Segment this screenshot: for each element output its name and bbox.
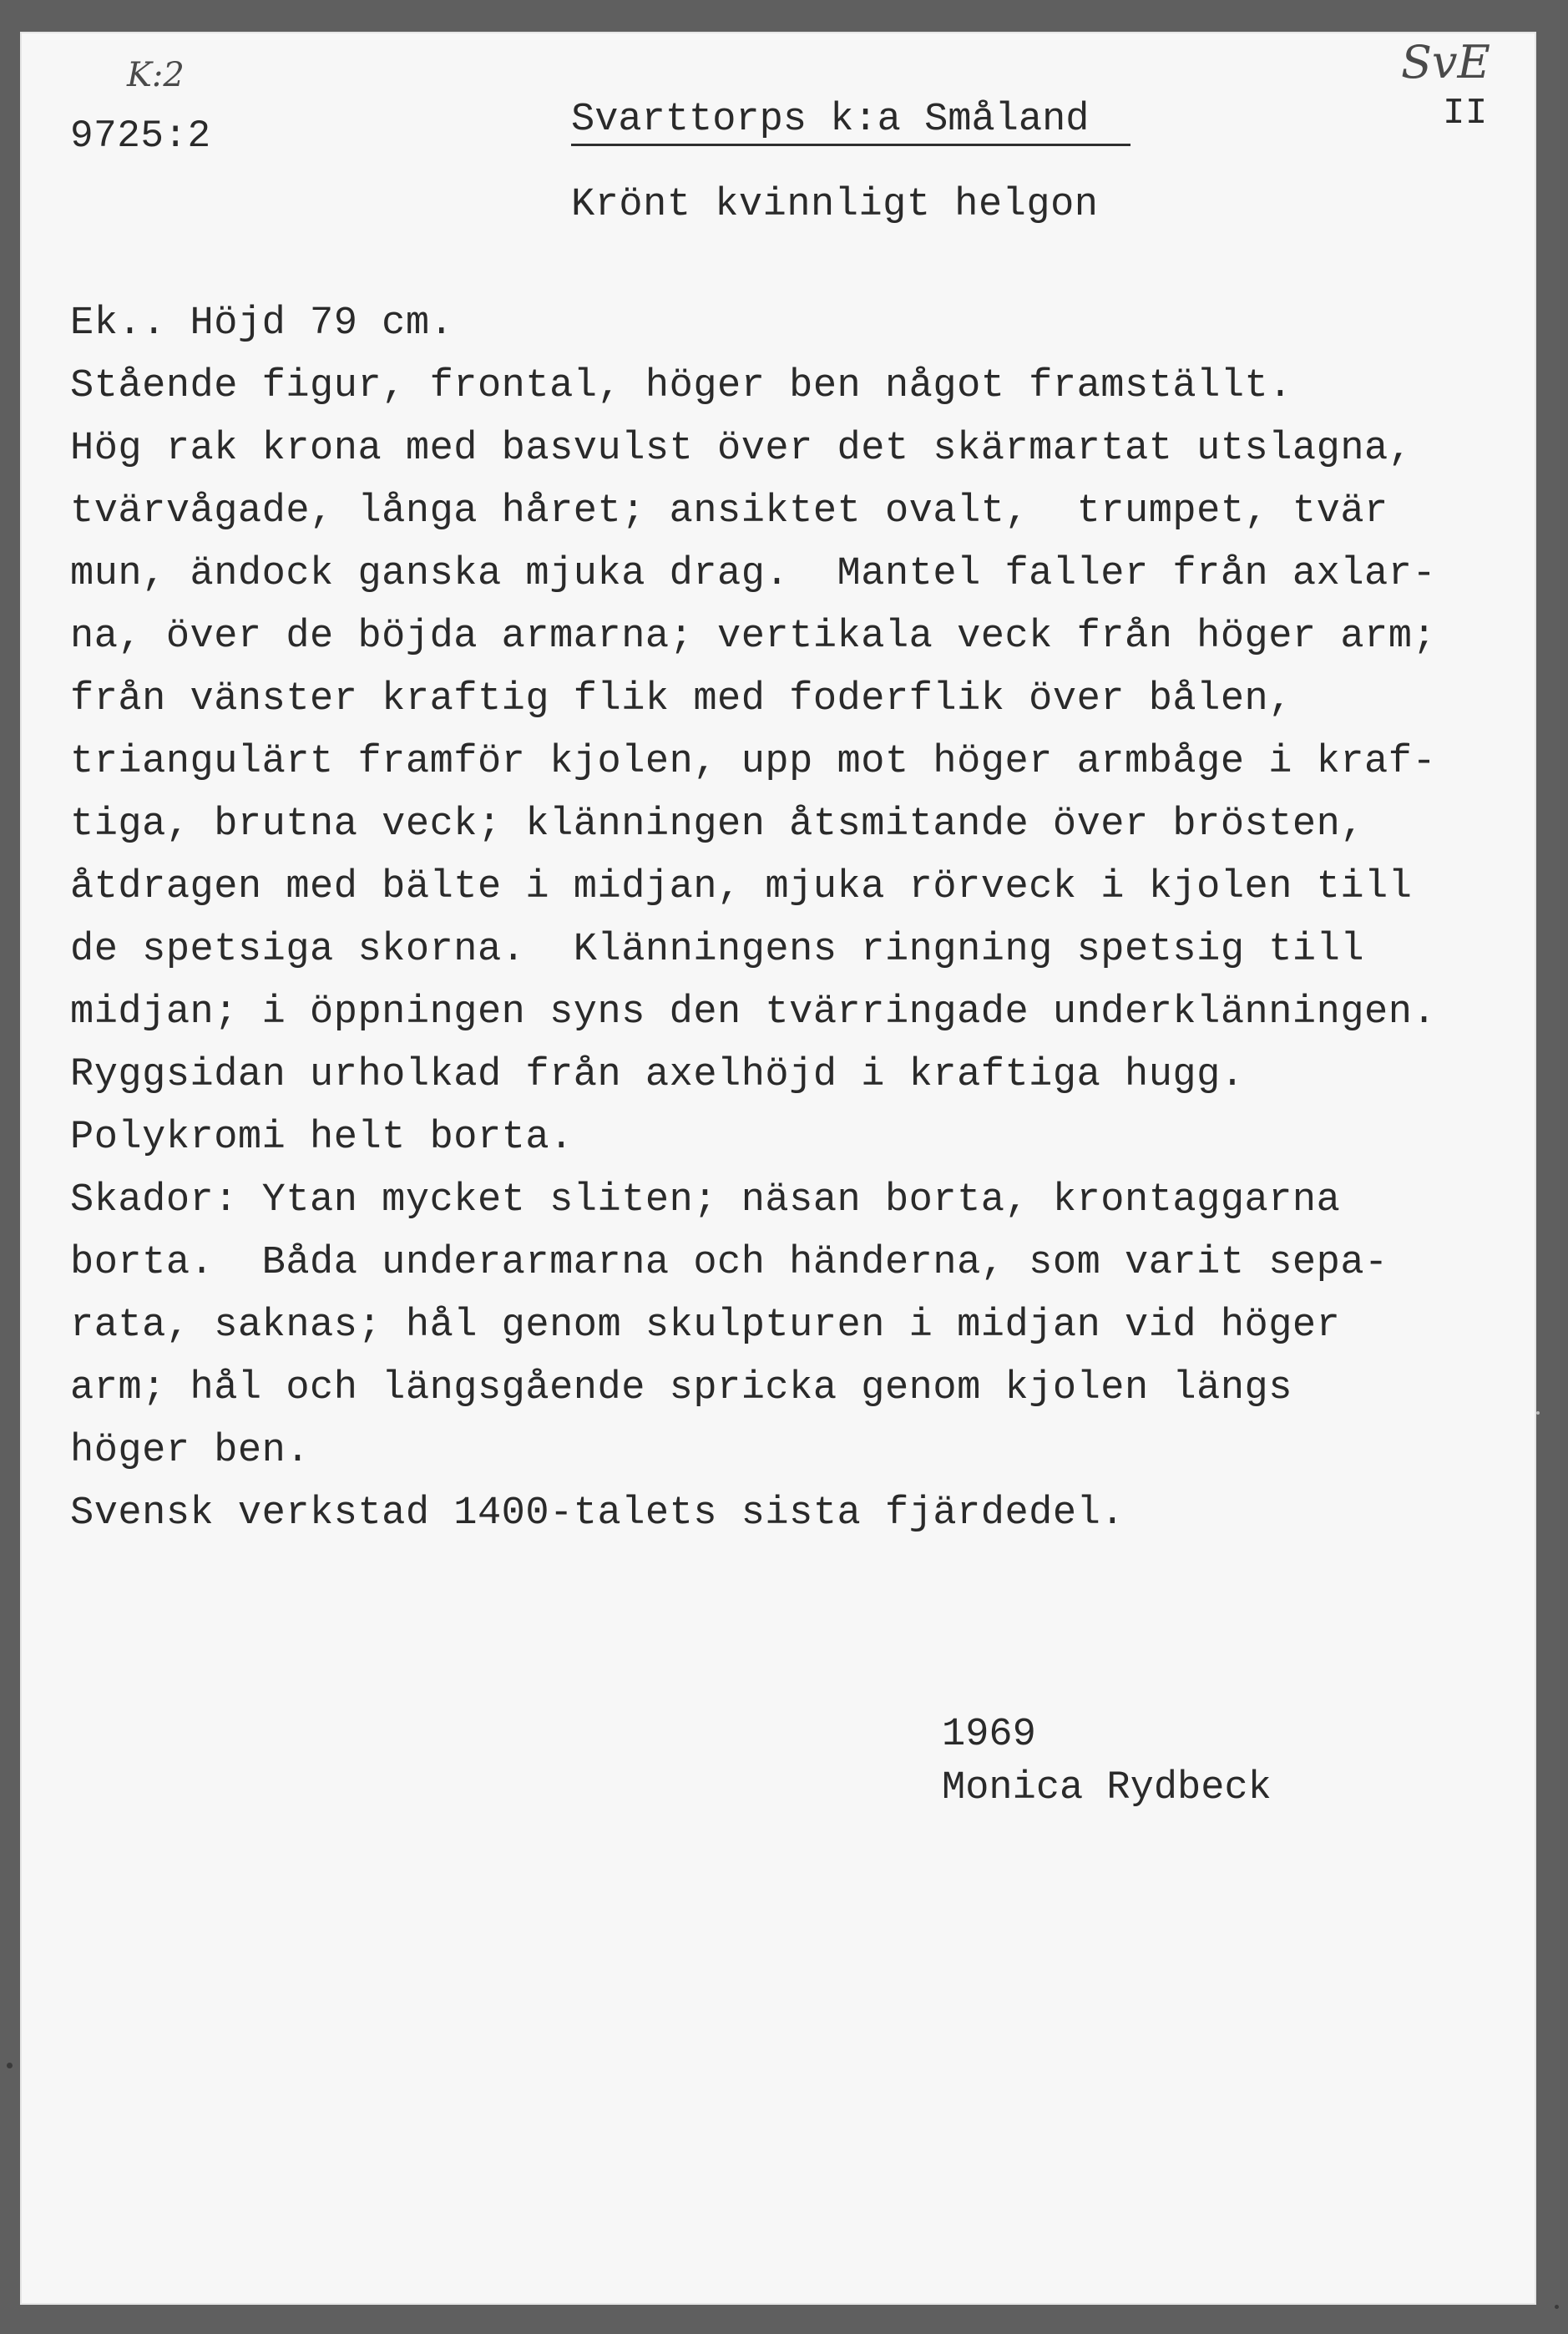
text-line: mun, ändock ganska mjuka drag. Mantel faller från axlar- <box>70 552 1437 596</box>
text-line: borta. Båda underarmarna och händerna, som varit sepa- <box>70 1241 1388 1285</box>
text-line: Stående figur, frontal, höger ben något framställt. <box>70 364 1292 408</box>
paper-speck <box>7 2063 13 2068</box>
inventory-number: 9725:2 <box>70 114 211 158</box>
text-line: de spetsiga skorna. Klänningens ringning spetsig till <box>70 928 1365 972</box>
text-line: rata, saknas; hål genom skulpturen i midjan vid höger <box>70 1304 1341 1348</box>
text-line: tvärvågade, långa håret; ansiktet ovalt, trumpet, tvär <box>70 489 1388 534</box>
text-line: Svensk verkstad 1400-talets sista fjärdedel. <box>70 1491 1125 1536</box>
signature-author: Monica Rydbeck <box>942 1766 1272 1810</box>
text-line: höger ben. <box>70 1429 311 1473</box>
text-line: tiga, brutna veck; klänningen åtsmitande över brösten, <box>70 802 1365 847</box>
text-line: triangulärt framför kjolen, upp mot höger armbåge i kraf- <box>70 740 1437 784</box>
signature-block <box>942 1709 1272 1815</box>
paper-speck <box>1536 1411 1540 1415</box>
text-line: åtdragen med bälte i midjan, mjuka rörveck i kjolen till <box>70 865 1413 909</box>
text-line: från vänster kraftig flik med foderflik över bålen, <box>70 677 1292 721</box>
description-text <box>70 292 1436 1545</box>
signature-year: 1969 <box>942 1713 1036 1757</box>
handwritten-shelf-mark: K:2 <box>127 56 185 94</box>
handwritten-classification: SvE <box>1401 36 1490 89</box>
text-line: Ryggsidan urholkad från axelhöjd i kraftiga hugg. <box>70 1053 1245 1097</box>
text-line: na, över de böjda armarna; vertikala veck från höger arm; <box>70 615 1437 659</box>
paper-speck <box>1555 2305 1559 2309</box>
text-line: Hög rak krona med basvulst över det skärmartat utslagna, <box>70 427 1413 471</box>
text-line: Skador: Ytan mycket sliten; näsan borta, krontaggarna <box>70 1178 1341 1223</box>
card-title: Svarttorps k:a Småland <box>571 98 1090 142</box>
text-line: arm; hål och längsgående spricka genom kjolen längs <box>70 1366 1292 1410</box>
text-line: midjan; i öppningen syns den tvärringade underklänningen. <box>70 990 1437 1035</box>
text-line: Polykromi helt borta. <box>70 1116 574 1160</box>
text-line: Ek.. Höjd 79 cm. <box>70 301 454 346</box>
volume-number: II <box>1443 93 1488 134</box>
card-subtitle: Krönt kvinnligt helgon <box>571 183 1099 227</box>
title-underline <box>571 144 1130 146</box>
